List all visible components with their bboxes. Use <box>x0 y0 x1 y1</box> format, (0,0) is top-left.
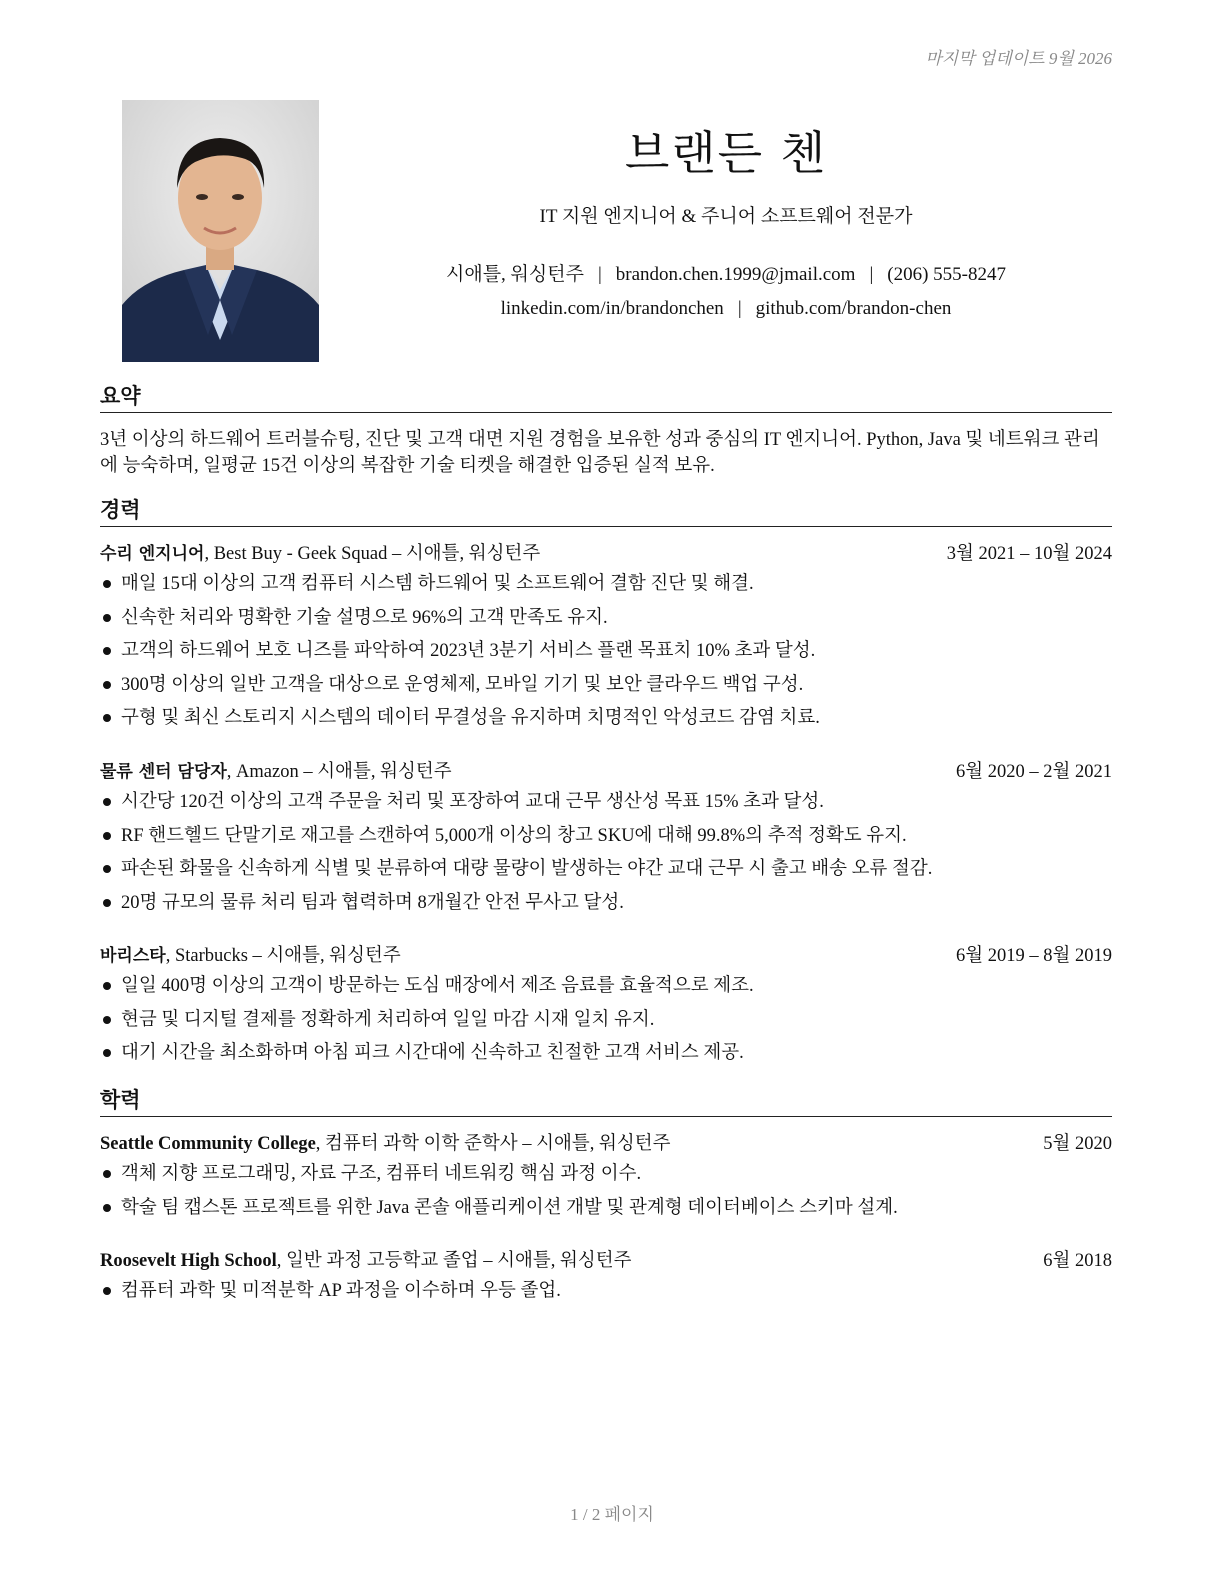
school-dates: 5월 2020 <box>1043 1134 1112 1154</box>
job-header <box>100 943 1112 969</box>
job-dates: 6월 2020 – 2월 2021 <box>956 762 1112 782</box>
job-entry <box>100 943 1112 1074</box>
job-entry <box>100 541 1112 739</box>
list-item: 컴퓨터 과학 및 미적분학 AP 과정을 이수하며 우등 졸업. <box>100 1278 1112 1304</box>
linkedin-link[interactable]: linkedin.com/in/brandonchen <box>500 298 724 319</box>
candidate-name: 브랜든 첸 <box>624 126 828 180</box>
experience-section <box>100 496 1112 527</box>
job-bullets <box>100 571 1112 731</box>
resume-header <box>340 120 1112 326</box>
job-entry <box>100 759 1112 923</box>
education-entry <box>100 1131 1112 1228</box>
job-role: 바리스타 <box>100 946 166 966</box>
list-item: 매일 15대 이상의 고객 컴퓨터 시스템 하드웨어 및 소프트웨어 결함 진단 및 해결. <box>100 571 1112 597</box>
school-bullets <box>100 1278 1112 1304</box>
job-header <box>100 541 1112 567</box>
list-item: 20명 규모의 물류 처리 팀과 협력하며 8개월간 안전 무사고 달성. <box>100 890 1112 916</box>
education-section <box>100 1086 1112 1117</box>
portrait-illustration <box>122 100 319 362</box>
job-bullets <box>100 973 1112 1066</box>
education-entry <box>100 1248 1112 1312</box>
list-item: RF 핸드헬드 단말기로 재고를 스캔하여 5,000개 이상의 창고 SKU에 대해 99.8%의 추적 정확도 유지. <box>100 823 1112 849</box>
school-name: Seattle Community College <box>100 1134 316 1154</box>
job-org: , Amazon – 시애틀, 워싱턴주 <box>226 762 452 782</box>
email-link[interactable]: brandon.chen.1999@jmail.com <box>615 264 856 285</box>
summary-section <box>100 382 1112 479</box>
school-name: Roosevelt High School <box>100 1251 277 1271</box>
list-item: 현금 및 디지털 결제를 정확하게 처리하여 일일 마감 시재 일치 유지. <box>100 1007 1112 1033</box>
school-header <box>100 1248 1112 1274</box>
school-header <box>100 1131 1112 1157</box>
candidate-title: IT 지원 엔지니어 & 주니어 소프트웨어 전문가 <box>539 206 913 227</box>
separator: | <box>869 264 874 285</box>
contact-info <box>340 258 1112 326</box>
separator: | <box>737 298 742 319</box>
job-org: , Starbucks – 시애틀, 워싱턴주 <box>165 946 401 966</box>
job-bullets <box>100 789 1112 916</box>
page-number: 1 / 2 페이지 <box>570 1505 654 1524</box>
contact-line-1 <box>340 258 1112 292</box>
contact-line-2 <box>340 292 1112 326</box>
school-detail: , 컴퓨터 과학 이학 준학사 – 시애틀, 워싱턴주 <box>315 1134 671 1154</box>
list-item: 고객의 하드웨어 보호 니즈를 파악하여 2023년 3분기 서비스 플랜 목표치 10% 초과 달성. <box>100 638 1112 664</box>
section-heading: 학력 <box>100 1086 1112 1117</box>
school-bullets <box>100 1161 1112 1221</box>
phone: (206) 555-8247 <box>887 264 1006 285</box>
list-item: 300명 이상의 일반 고객을 대상으로 운영체제, 모바일 기기 및 보안 클라우드 백업 구성. <box>100 672 1112 698</box>
list-item: 대기 시간을 최소화하며 아침 피크 시간대에 신속하고 친절한 고객 서비스 제공. <box>100 1040 1112 1066</box>
job-dates: 3월 2021 – 10월 2024 <box>946 544 1112 564</box>
job-header <box>100 759 1112 785</box>
location: 시애틀, 워싱턴주 <box>446 264 584 285</box>
school-detail: , 일반 과정 고등학교 졸업 – 시애틀, 워싱턴주 <box>276 1251 632 1271</box>
list-item: 일일 400명 이상의 고객이 방문하는 도심 매장에서 제조 음료를 효율적으로 제조. <box>100 973 1112 999</box>
job-dates: 6월 2019 – 8월 2019 <box>956 946 1112 966</box>
list-item: 신속한 처리와 명확한 기술 설명으로 96%의 고객 만족도 유지. <box>100 605 1112 631</box>
list-item: 구형 및 최신 스토리지 시스템의 데이터 무결성을 유지하며 치명적인 악성코드 감염 치료. <box>100 705 1112 731</box>
list-item: 객체 지향 프로그래밍, 자료 구조, 컴퓨터 네트워킹 핵심 과정 이수. <box>100 1161 1112 1187</box>
separator: | <box>597 264 602 285</box>
profile-photo <box>122 100 319 362</box>
job-role: 물류 센터 담당자 <box>100 762 227 782</box>
school-dates: 6월 2018 <box>1043 1251 1112 1271</box>
last-updated: 마지막 업데이트 9월 2026 <box>925 49 1112 68</box>
github-link[interactable]: github.com/brandon-chen <box>755 298 952 319</box>
section-heading: 경력 <box>100 496 1112 527</box>
list-item: 시간당 120건 이상의 고객 주문을 처리 및 포장하여 교대 근무 생산성 목표 15% 초과 달성. <box>100 789 1112 815</box>
section-heading: 요약 <box>100 382 1112 413</box>
job-role: 수리 엔지니어 <box>100 544 205 564</box>
list-item: 파손된 화물을 신속하게 식별 및 분류하여 대량 물량이 발생하는 야간 교대 근무 시 출고 배송 오류 절감. <box>100 856 1112 882</box>
summary-text: 3년 이상의 하드웨어 트러블슈팅, 진단 및 고객 대면 지원 경험을 보유한 성과 중심의 IT 엔지니어. Python, Java 및 네트워크 관리에 능숙하며, 일평균 15건 이상의 복잡한 기술 티켓을 해결한 입증된 실적 보유. <box>100 430 1100 476</box>
job-org: , Best Buy - Geek Squad – 시애틀, 워싱턴주 <box>204 544 541 564</box>
list-item: 학술 팀 캡스톤 프로젝트를 위한 Java 콘솔 애플리케이션 개발 및 관계형 데이터베이스 스키마 설계. <box>100 1195 1112 1221</box>
